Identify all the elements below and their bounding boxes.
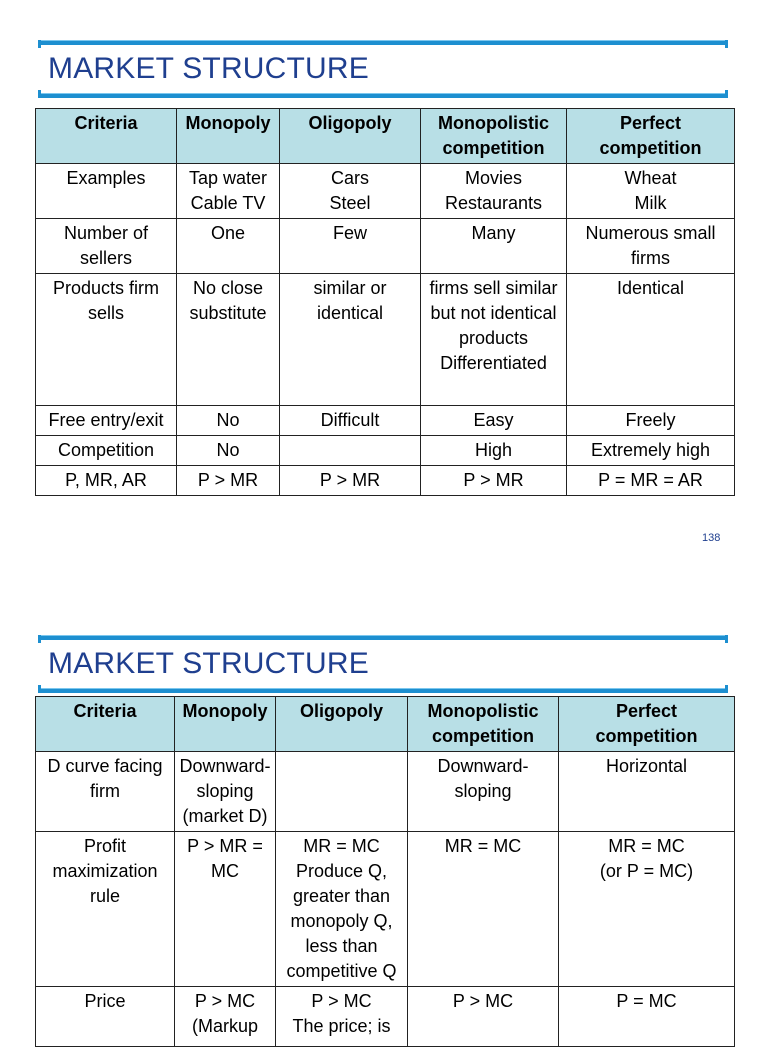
header-cell: Oligopoly: [276, 697, 408, 752]
table-cell: Profit maximization rule: [36, 832, 175, 987]
table-cell: P > MR: [177, 466, 280, 496]
frame-corner: [38, 635, 41, 643]
frame-top-line: [38, 635, 728, 640]
header-cell: Criteria: [36, 109, 177, 164]
table-cell: Easy: [421, 406, 567, 436]
table-cell: Movies Restaurants: [421, 164, 567, 219]
table-row: [36, 274, 735, 406]
table-cell: P = MC: [559, 987, 735, 1047]
table-cell: Products firm sells: [36, 274, 177, 406]
frame-bottom-line: [38, 93, 728, 98]
table-cell: P > MR: [421, 466, 567, 496]
header-cell: Monopolistic competition: [421, 109, 567, 164]
table-cell: P = MR = AR: [567, 466, 735, 496]
title-frame: [38, 40, 728, 98]
table-cell: MR = MC (or P = MC): [559, 832, 735, 987]
header-cell: Monopoly: [175, 697, 276, 752]
table-cell: [280, 436, 421, 466]
table-cell: Examples: [36, 164, 177, 219]
table-cell: High: [421, 436, 567, 466]
table-cell: P > MC The price; is: [276, 987, 408, 1047]
market-structure-table-1: [35, 108, 735, 496]
table-cell: Many: [421, 219, 567, 274]
table-cell: Few: [280, 219, 421, 274]
frame-corner: [725, 635, 728, 643]
table-cell: One: [177, 219, 280, 274]
frame-corner: [38, 40, 41, 48]
table-cell: MR = MC: [408, 832, 559, 987]
table-cell: Numerous small firms: [567, 219, 735, 274]
table-cell: P > MR = MC: [175, 832, 276, 987]
table-cell: Number of sellers: [36, 219, 177, 274]
table-cell: firms sell similar but not identical products Differentiated: [421, 274, 567, 406]
header-cell: Perfect competition: [559, 697, 735, 752]
table-row: [36, 466, 735, 496]
frame-corner: [725, 685, 728, 693]
table-cell: Downward- sloping: [408, 752, 559, 832]
slide-2: [0, 590, 768, 1036]
table-cell: Difficult: [280, 406, 421, 436]
table-row: [36, 164, 735, 219]
frame-corner: [38, 685, 41, 693]
header-cell: Monopolistic competition: [408, 697, 559, 752]
slide-title: MARKET STRUCTURE: [48, 647, 369, 680]
frame-corner: [38, 90, 41, 98]
table-cell: P, MR, AR: [36, 466, 177, 496]
table-cell: Downward- sloping (market D): [175, 752, 276, 832]
table-cell: Horizontal: [559, 752, 735, 832]
table-cell: No: [177, 436, 280, 466]
frame-top-line: [38, 40, 728, 45]
header-cell: Monopoly: [177, 109, 280, 164]
table-cell: Free entry/exit: [36, 406, 177, 436]
header-row: [36, 697, 735, 752]
header-cell: Criteria: [36, 697, 175, 752]
table-cell: No: [177, 406, 280, 436]
table-row: [36, 832, 735, 987]
table-row: [36, 436, 735, 466]
table-cell: D curve facing firm: [36, 752, 175, 832]
frame-corner: [725, 40, 728, 48]
table-cell: P > MC: [408, 987, 559, 1047]
table-row: [36, 219, 735, 274]
table-cell: Extremely high: [567, 436, 735, 466]
table-cell: [276, 752, 408, 832]
table-cell: MR = MC Produce Q, greater than monopoly Q, less than competitive Q: [276, 832, 408, 987]
header-row: [36, 109, 735, 164]
title-frame: [38, 635, 728, 693]
table-cell: Identical: [567, 274, 735, 406]
table-cell: Wheat Milk: [567, 164, 735, 219]
table-row: [36, 406, 735, 436]
header-cell: Oligopoly: [280, 109, 421, 164]
table-cell: No close substitute: [177, 274, 280, 406]
header-cell: Perfect competition: [567, 109, 735, 164]
table-cell: Price: [36, 987, 175, 1047]
table-cell: Cars Steel: [280, 164, 421, 219]
frame-bottom-line: [38, 688, 728, 693]
table-cell: Tap water Cable TV: [177, 164, 280, 219]
page-number: 138: [702, 532, 721, 544]
frame-corner: [725, 90, 728, 98]
table-cell: Freely: [567, 406, 735, 436]
table-cell: P > MC (Markup: [175, 987, 276, 1047]
table-cell: Competition: [36, 436, 177, 466]
table-cell: P > MR: [280, 466, 421, 496]
market-structure-table-2: [35, 696, 735, 1047]
slide-title: MARKET STRUCTURE: [48, 52, 369, 85]
table-row: [36, 752, 735, 832]
table-row: [36, 987, 735, 1047]
table-cell: similar or identical: [280, 274, 421, 406]
